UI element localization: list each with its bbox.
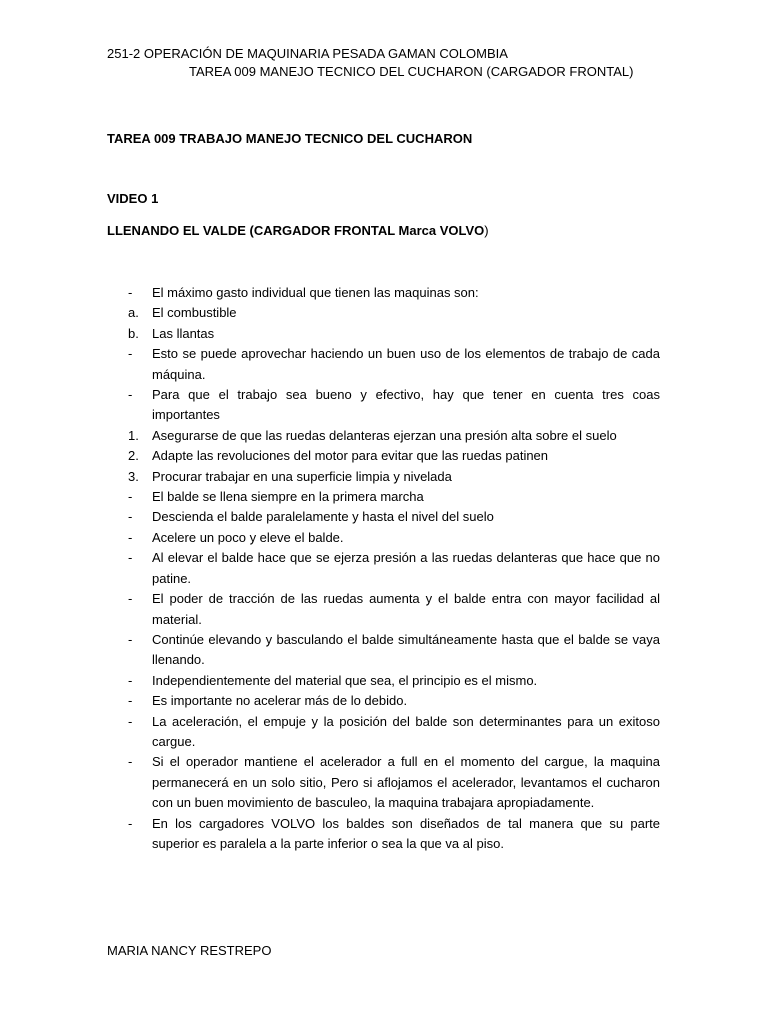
- list-marker: -: [128, 346, 133, 362]
- list-item: [128, 630, 660, 671]
- list-item-text: En los cargadores VOLVO los baldes son diseñados de tal manera que su parte superior es paralela a la parte inferior o sea la que va al piso.: [152, 815, 660, 851]
- list-item-text: Las llantas: [152, 325, 215, 341]
- list-item: [128, 385, 660, 426]
- list-marker: -: [128, 631, 133, 647]
- list-marker: -: [128, 754, 133, 770]
- instruction-list: [128, 283, 660, 854]
- list-marker: -: [128, 489, 133, 505]
- list-item-text: El máximo gasto individual que tienen las maquinas son:: [152, 285, 479, 300]
- list-marker: -: [128, 387, 133, 403]
- video-label: VIDEO 1: [107, 191, 159, 206]
- list-item: [128, 446, 660, 466]
- list-item-text: Adapte las revoluciones del motor para evitar que las ruedas patinen: [152, 448, 549, 464]
- list-marker: a.: [128, 305, 139, 321]
- subtitle-closing-paren: ): [484, 223, 489, 238]
- list-marker: -: [128, 815, 133, 831]
- footer-author: MARIA NANCY RESTREPO: [107, 943, 272, 958]
- list-marker: 2.: [128, 448, 139, 464]
- list-item: [128, 467, 660, 487]
- list-item: [128, 548, 660, 589]
- header-line-1: 251-2 OPERACIÓN DE MAQUINARIA PESADA GAMAN COLOMBIA: [107, 46, 508, 61]
- list-marker: -: [128, 591, 133, 607]
- header-line-2: TAREA 009 MANEJO TECNICO DEL CUCHARON (CARGADOR FRONTAL): [189, 64, 634, 79]
- list-marker: -: [128, 285, 133, 300]
- subtitle-text: LLENANDO EL VALDE (CARGADOR FRONTAL Marca VOLVO: [107, 223, 485, 238]
- list-marker: 1.: [128, 427, 139, 443]
- list-marker: 3.: [128, 468, 139, 484]
- list-item: [128, 528, 660, 548]
- list-item-text: Para que el trabajo sea bueno y efectivo, hay que tener en cuenta tres coas importantes: [152, 387, 660, 423]
- list-marker: -: [128, 672, 133, 688]
- list-marker: -: [128, 693, 133, 709]
- list-marker: -: [128, 550, 133, 566]
- list-item: [128, 303, 660, 323]
- list-item-text: Asegurarse de que las ruedas delanteras ejerzan una presión alta sobre el suelo: [152, 427, 617, 443]
- list-item: [128, 324, 660, 344]
- list-item-text: La aceleración, el empuje y la posición del balde son determinantes para un exitoso cargue.: [152, 713, 660, 749]
- list-item-text: El poder de tracción de las ruedas aumenta y el balde entra con mayor facilidad al material.: [152, 591, 660, 627]
- list-item-text: Independientemente del material que sea, el principio es el mismo.: [152, 672, 538, 688]
- list-item-text: Descienda el balde paralelamente y hasta el nivel del suelo: [152, 509, 494, 525]
- list-item-text: Procurar trabajar en una superficie limpia y nivelada: [152, 468, 452, 484]
- document-title: TAREA 009 TRABAJO MANEJO TECNICO DEL CUCHARON: [107, 131, 473, 146]
- list-marker: -: [128, 529, 133, 545]
- list-item: [128, 814, 660, 855]
- list-item: [128, 344, 660, 385]
- list-item: [128, 283, 660, 303]
- list-item-text: El combustible: [152, 305, 237, 321]
- list-item-text: Esto se puede aprovechar haciendo un buen uso de los elementos de trabajo de cada máquina.: [152, 346, 660, 382]
- list-item: [128, 507, 660, 527]
- list-marker: b.: [128, 325, 139, 341]
- list-marker: -: [128, 713, 133, 729]
- list-item: [128, 426, 660, 446]
- list-item-text: Acelere un poco y eleve el balde.: [152, 529, 344, 545]
- list-item-text: El balde se llena siempre en la primera marcha: [152, 489, 424, 505]
- list-marker: -: [128, 509, 133, 525]
- list-item-text: Es importante no acelerar más de lo debido.: [152, 693, 408, 709]
- list-item: [128, 671, 660, 691]
- section-subtitle: [107, 221, 489, 241]
- list-item-text: Al elevar el balde hace que se ejerza presión a las ruedas delanteras que hace que no patine.: [152, 550, 660, 586]
- list-item: [128, 752, 660, 813]
- list-item: [128, 691, 660, 711]
- list-item: [128, 487, 660, 507]
- list-item: [128, 589, 660, 630]
- list-item: [128, 712, 660, 753]
- list-item-text: Continúe elevando y basculando el balde simultáneamente hasta que el balde se vaya llenando.: [152, 631, 660, 668]
- list-item-text: Si el operador mantiene el acelerador a full en el momento del cargue, la maquina permanecerá en un solo sitio, Pero si aflojamos el acelerador, levantamos el cucharon con un buen movimiento de basculeo, la maquina trabajara apropiadamente.: [152, 754, 660, 811]
